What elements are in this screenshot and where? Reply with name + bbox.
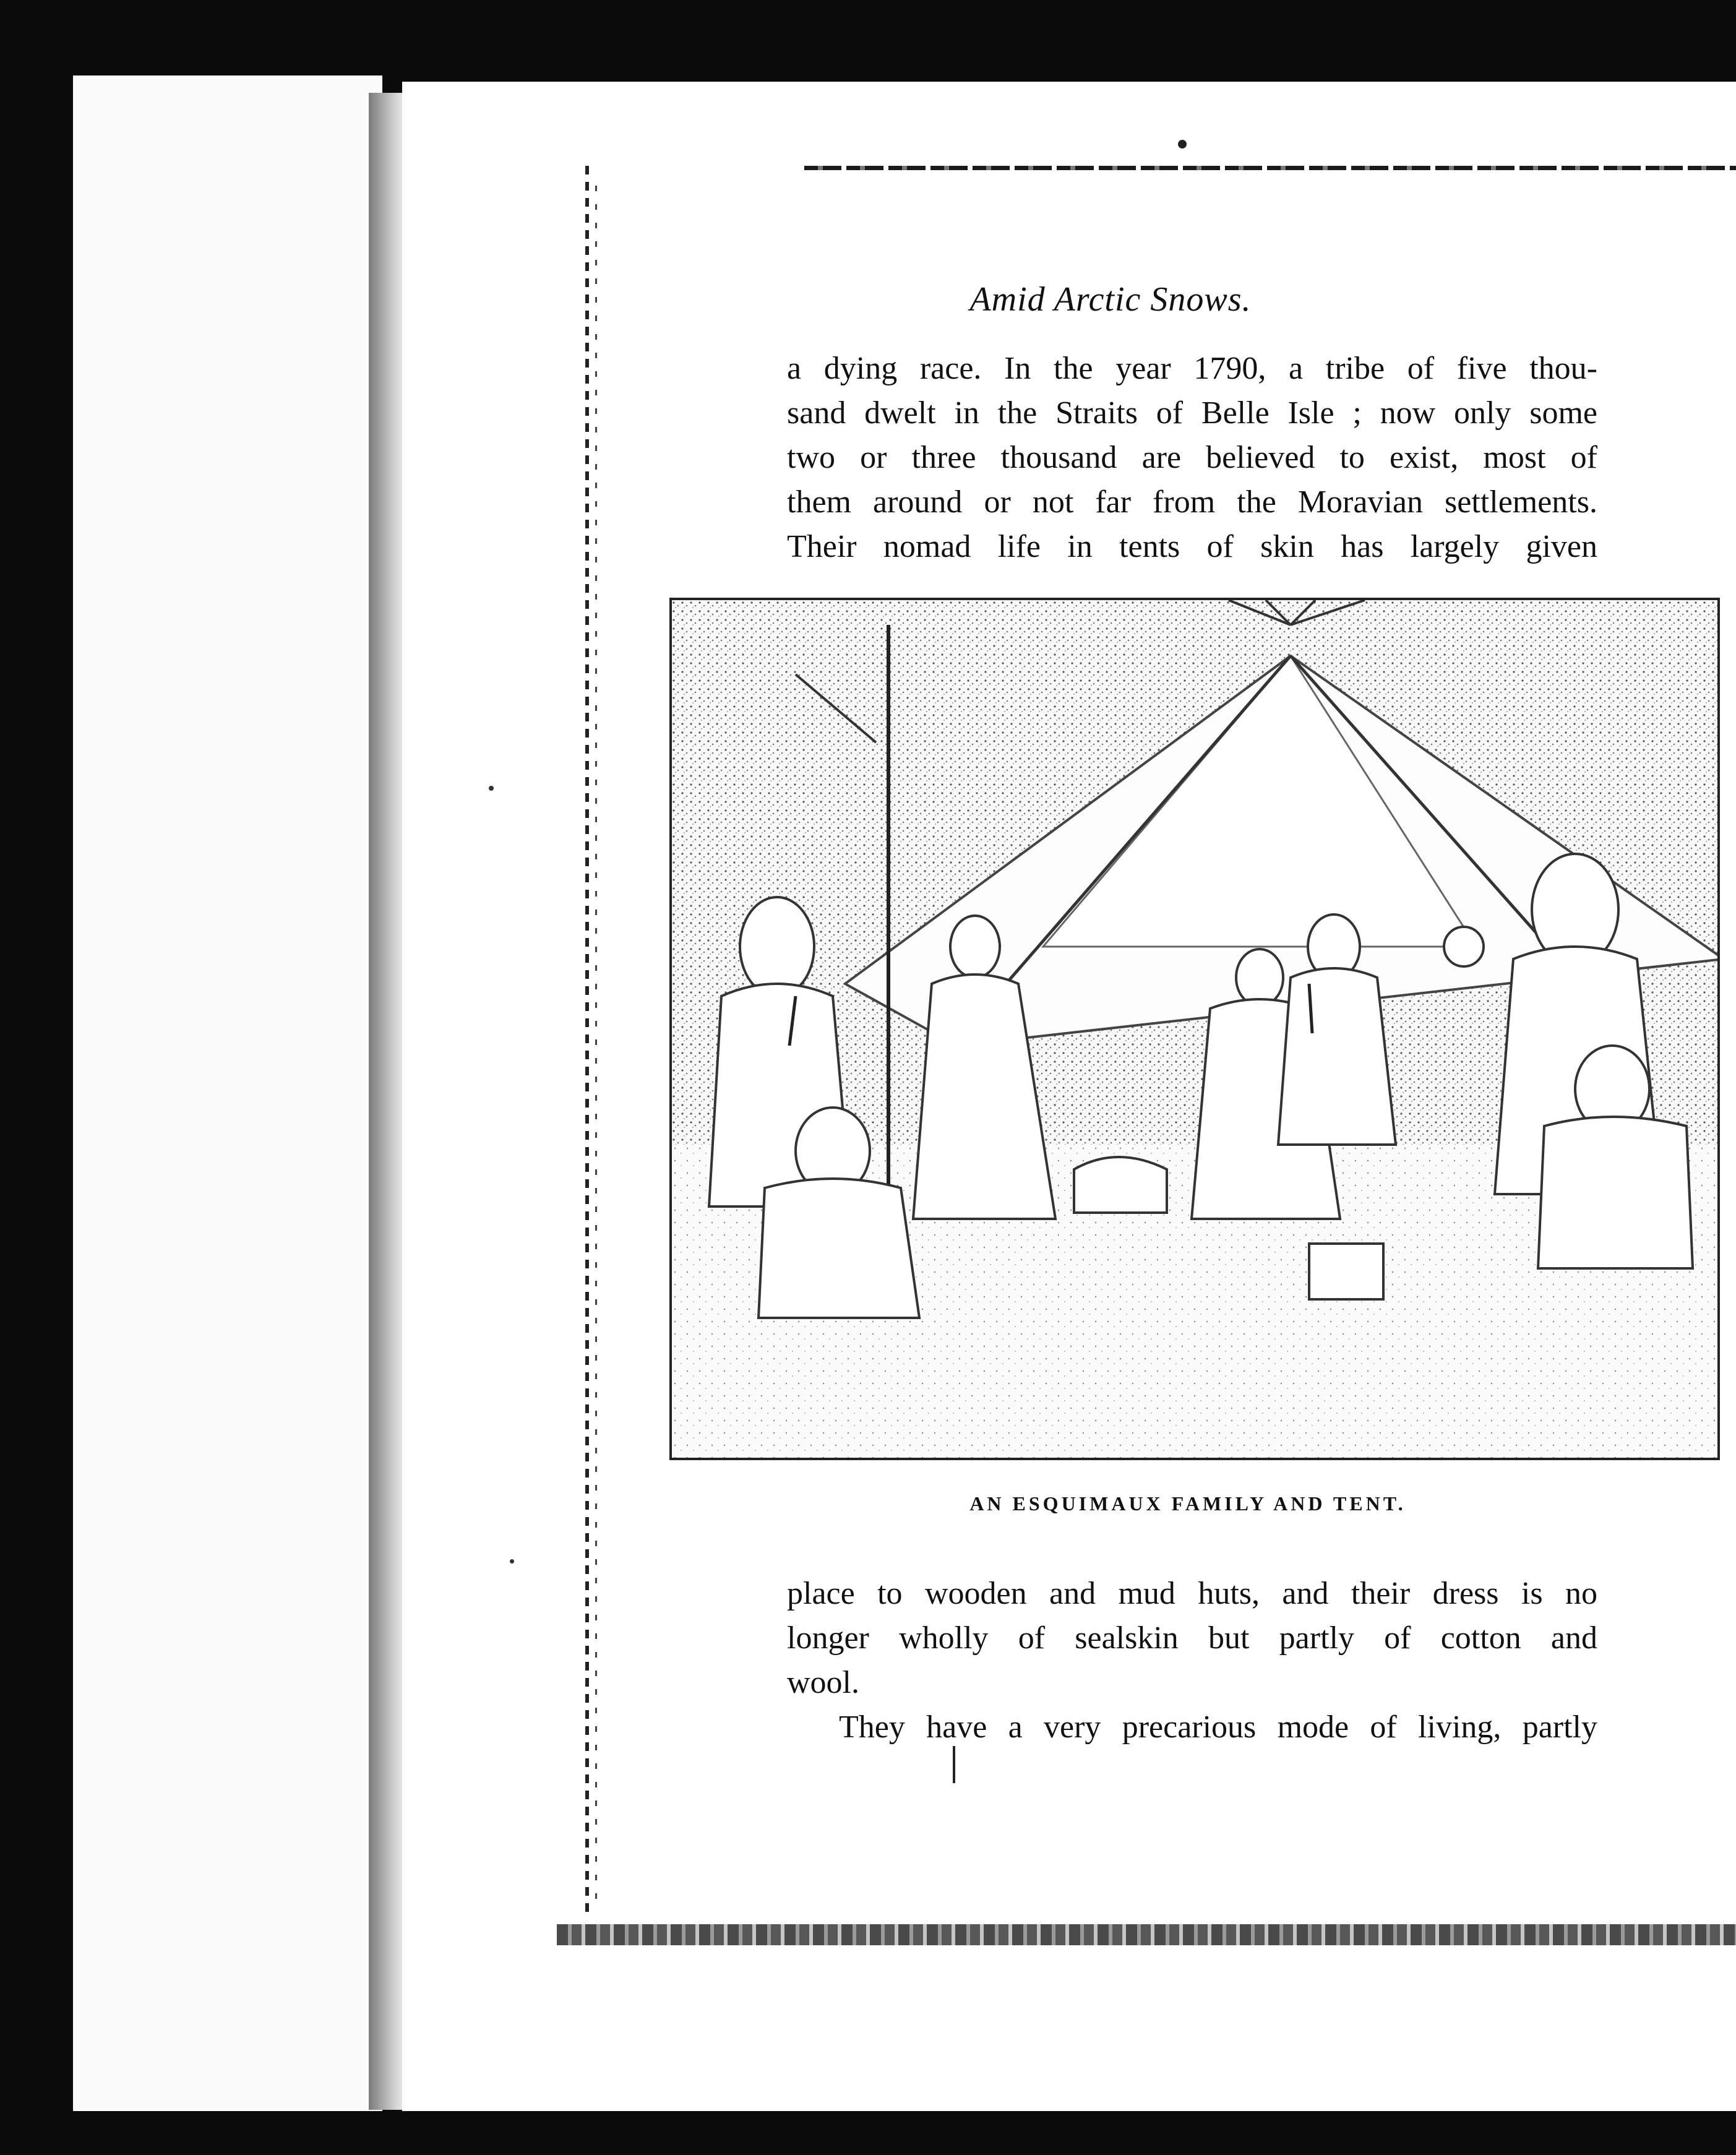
paragraph-next	[787, 1705, 1597, 1750]
paragraph-top	[787, 346, 1597, 569]
text-line: wool.	[787, 1665, 859, 1700]
text-line: Their nomad life in tents of skin has largely given	[787, 529, 1597, 564]
illustration-caption: AN ESQUIMAUX FAMILY AND TENT.	[969, 1492, 1406, 1515]
text-line: sand dwelt in the Straits of Belle Isle ; now only some	[787, 395, 1597, 431]
dust-speck	[489, 786, 494, 791]
page-top-rule	[804, 166, 1736, 170]
text-line: two or three thousand are believed to exist, most of	[787, 440, 1597, 475]
ink-mark	[953, 1746, 955, 1783]
text-line: a dying race. In the year 1790, a tribe of five thou-	[787, 351, 1597, 386]
page-bottom-rule	[557, 1924, 1736, 1945]
page-left-border	[585, 166, 589, 1917]
page-left-border-inner	[595, 186, 597, 1906]
dust-speck	[1178, 140, 1187, 148]
esquimaux-family-illustration	[672, 600, 1717, 1458]
text-line: them around or not far from the Moravian settlements.	[787, 484, 1597, 520]
left-blank-page	[73, 75, 382, 2111]
illustration-plate	[669, 598, 1720, 1460]
dust-speck	[510, 1559, 514, 1564]
paragraph-bottom	[787, 1572, 1597, 1705]
text-line: place to wooden and mud huts, and their dress is no	[787, 1576, 1597, 1611]
text-line: They have a very precarious mode of living, partly	[839, 1710, 1597, 1745]
text-line: longer wholly of sealskin but partly of cotton and	[787, 1620, 1597, 1656]
running-head: Amid Arctic Snows.	[969, 280, 1252, 319]
